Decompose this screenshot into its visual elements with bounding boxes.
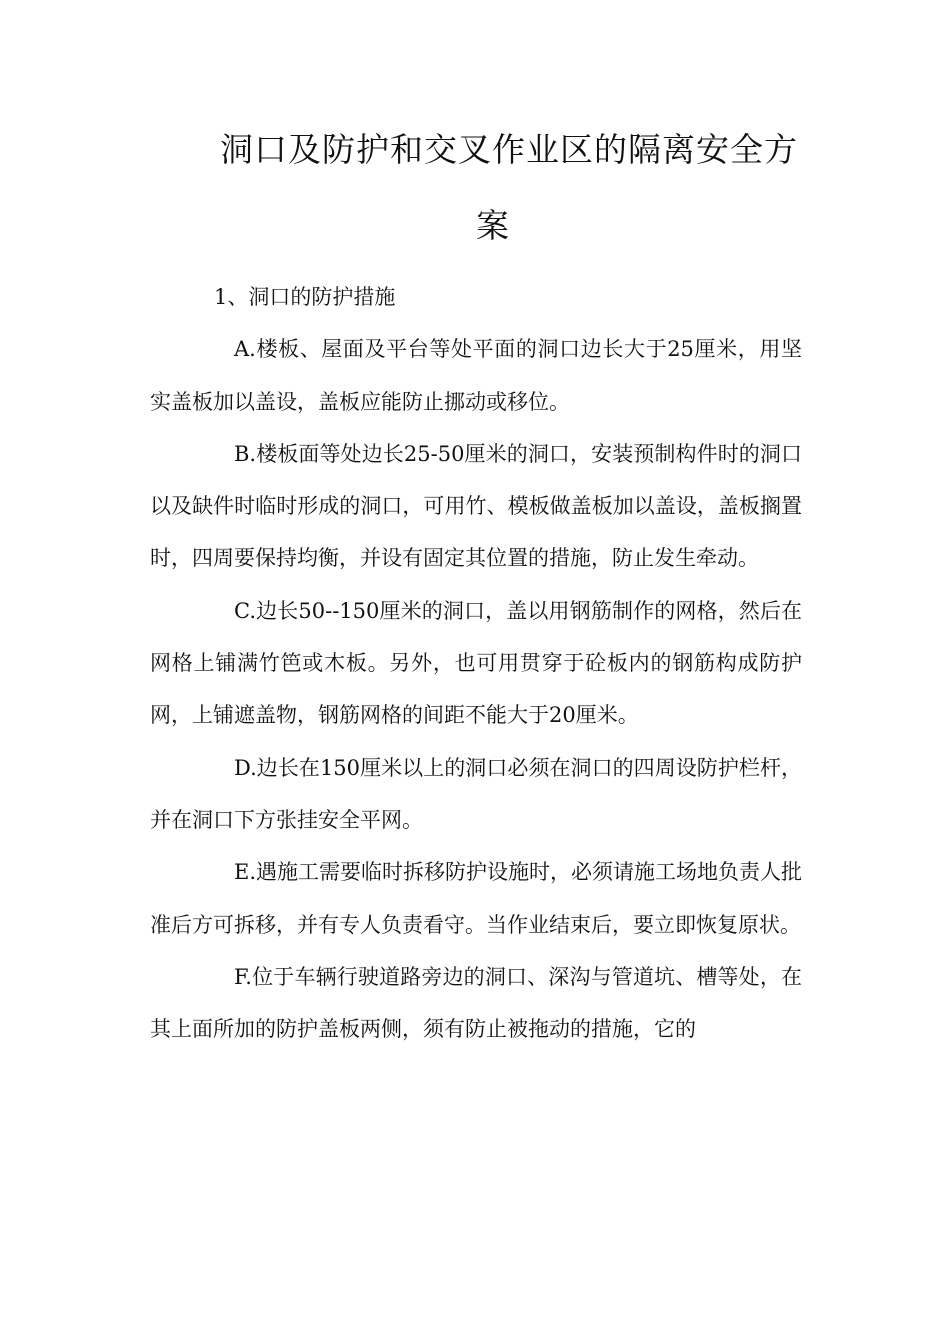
- document-title: [148, 112, 838, 264]
- title-line-1: 洞口及防护和交叉作业区的隔离安全方: [220, 130, 798, 169]
- paragraph-e: E.遇施工需要临时拆移防护设施时，必须请施工场地负责人批准后方可拆移，并有专人负责看守。当作业结束后，要立即恢复原状。: [150, 860, 803, 937]
- paragraph-c: C.边长50--150厘米的洞口，盖以用钢筋制作的网格，然后在网格上铺满竹笆或木板。另外，也可用贯穿于砼板内的钢筋构成防护网，上铺遮盖物，钢筋网格的间距不能大于20厘米。: [150, 598, 802, 728]
- paragraph-b: B.楼板面等处边长25-50厘米的洞口，安装预制构件时的洞口以及缺件时临时形成的洞口，可用竹、模板做盖板加以盖设，盖板搁置时，四周要保持均衡，并设有固定其位置的措施，防止发生牵动。: [150, 441, 802, 571]
- section-heading: 1、洞口的防护措施: [214, 285, 396, 309]
- document-body: [150, 271, 802, 1055]
- paragraph-a: A.楼板、屋面及平台等处平面的洞口边长大于25厘米，用坚实盖板加以盖设，盖板应能防止挪动或移位。: [150, 337, 802, 414]
- paragraph-f: F.位于车辆行驶道路旁边的洞口、深沟与管道坑、槽等处，在其上面所加的防护盖板两侧，须有防止被拖动的措施，它的: [150, 964, 802, 1042]
- title-line-2: 案: [476, 206, 510, 245]
- paragraph-d: D.边长在150厘米以上的洞口必须在洞口的四周设防护栏杆，并在洞口下方张挂安全平网。: [150, 755, 802, 832]
